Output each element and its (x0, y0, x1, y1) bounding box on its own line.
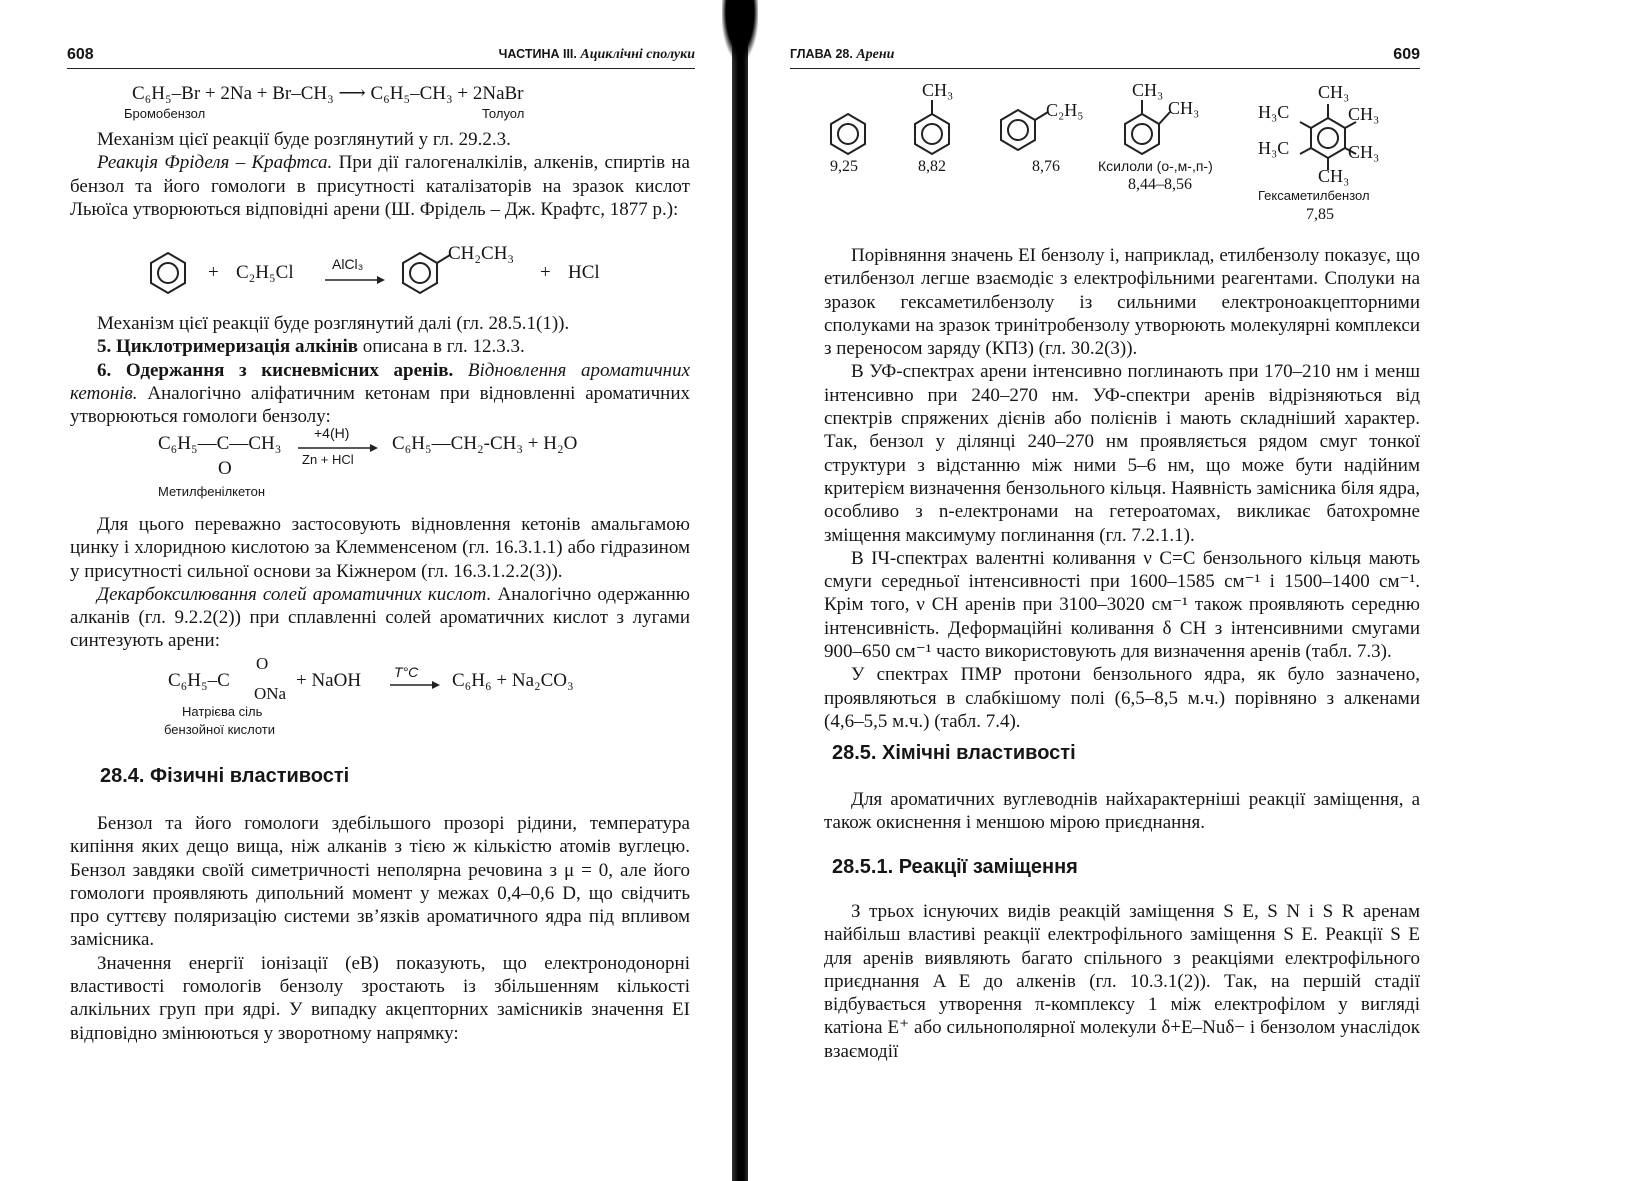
compound-label: Натрієва сіль (182, 704, 263, 719)
plus-sign: + (208, 262, 219, 283)
ionization-value: 8,76 (1032, 158, 1060, 175)
catalyst-label: AlCl₃ (332, 256, 364, 272)
equation-label: Бромобензол (124, 106, 206, 121)
text-block (824, 788, 1420, 835)
equation-label: Толуол (482, 106, 525, 121)
section-heading: 28.4. Фізичні властивості (100, 765, 350, 787)
substituent: H₃C (1258, 138, 1290, 158)
bold-run: 6. Одержання з кисневмісних аренів. (97, 359, 454, 381)
condition-under: Zn + HCl (302, 452, 354, 467)
page-number: 609 (1393, 46, 1420, 63)
reagent: + NaOH (296, 670, 362, 691)
paragraph: Порівняння значень ЕІ бензолу і, наприклад, етилбензолу показує, що етилбензол легше взаємодіє з електрофільними реагентами. Сполуки на зразок гексаметилбензолу із сильними електроноакцепторними сполуками на зразок тринітробензолу утворюють молекулярні комплекси з переносом заряду (КПЗ) (гл. 30.2(3)). (824, 245, 1420, 360)
substituent: CH₃ (1348, 142, 1380, 162)
text-block (70, 812, 690, 1045)
text-run: Аналогічно аліфатичним кетонам при відновленні ароматичних утворюються гомологи бензолу: (70, 382, 690, 428)
reagent: C₂H₅Cl (236, 262, 294, 283)
equation-wurtz-fittig: C₆H₅–Br + 2Na + Br–CH₃ ⟶ C₆H₅–CH₃ + 2NaBr (132, 83, 524, 104)
paragraph: У спектрах ПМР протони бензольного ядра, як було зазначено, проявляються в слабкішому полі (6,5–8,5 м.ч.) порівняно з алкенами (4,6–5,5 м.ч.) (табл. 7.4). (824, 664, 1420, 732)
product: HCl (568, 262, 600, 283)
reactant: C₆H₅—C—CH₃ (158, 433, 282, 454)
subsection-heading: 28.5.1. Реакції заміщення (832, 856, 1078, 878)
bold-run: 5. Циклотримеризація алкінів (97, 336, 358, 358)
left-page (0, 0, 780, 1181)
text-run: При дії галогеналкілів, алкенів, спиртів на бензол та його гомологи в присутності каталізаторів на зразок кислот Льюїса утворюються відповідні арени (Ш. Фрідель – Дж. Крафтс, 1877 р.): (70, 152, 690, 220)
paragraph (70, 359, 690, 429)
paragraph (70, 583, 690, 653)
compound-label: Ксилоли (о-,м-,п-) (1098, 158, 1213, 174)
ionization-value: 8,44–8,56 (1128, 176, 1192, 193)
page-number: 608 (67, 46, 94, 63)
substituent: CH₃ (1348, 104, 1380, 124)
substituent: CH₃ (1318, 166, 1350, 186)
paragraph: В ІЧ-спектрах валентні коливання ν C=C бензольного кільця мають смуги середньої інтенсивності при 1600–1585 см⁻¹ і 1500–1400 см⁻¹. Крім того, ν CH аренів при 3100–3020 см⁻¹ також проявляють середню інтенсивність. Деформаційні коливання δ CH з інтенсивними смугами 900–650 см⁻¹ часто використовують для визначення аренів (табл. 7.3). (824, 547, 1420, 663)
ionization-value: 8,82 (918, 158, 946, 175)
paragraph: Механізм цієї реакції буде розглянутий далі (гл. 28.5.1(1)). (97, 313, 570, 334)
paragraph (70, 151, 690, 221)
paragraph: Значення енергії іонізації (еВ) показують, що електронодонорні властивості гомологів бензолу зростають із збільшенням кількості алкільних груп при ядрі. У випадку акцепторних замісників значення ЕІ відповідно змінюються у зворотному напрямку: (70, 952, 690, 1044)
compound-label: Гексаметилбензол (1258, 188, 1370, 203)
paragraph: Механізм цієї реакції буде розглянутий у гл. 29.2.3. (97, 129, 511, 150)
product: C₆H₅—CH₂-CH₃ + H₂O (392, 433, 578, 454)
ionization-value: 7,85 (1306, 206, 1334, 223)
oxygen-atom: O (256, 654, 269, 673)
text-block (70, 312, 690, 428)
reactant: C₆H₅–C (168, 670, 230, 691)
running-head-right (790, 44, 1420, 69)
paragraph: Бензол та його гомологи здебільшого прозорі рідини, температура кипіння яких дещо вища, ніж алканів з тією ж кількістю атомів вуглецю. Бензол завдяки своїй симетричності неполярна речовина з μ = 0, але його гомологи проявляють дипольний момент у межах 0,4–0,6 D, що свідчить про суттєву поляризацію системи зв’язків ароматичного ядра під впливом замісника. (70, 813, 690, 951)
right-page (790, 0, 1651, 1181)
running-title-italic: Арени (856, 47, 895, 62)
running-title-part: ГЛАВА 28. (790, 47, 853, 61)
running-head-left (67, 44, 695, 69)
compound-label: Метилфенілкетон (158, 484, 266, 499)
text-run: описана в гл. 12.3.3. (357, 336, 525, 358)
ionization-value: 9,25 (830, 158, 858, 175)
substituent: CH₃ (1168, 98, 1200, 118)
running-title-part: ЧАСТИНА III. (498, 47, 577, 61)
italic-run: Відновлення ароматичних кетонів. (70, 359, 691, 404)
condition-label: T°C (394, 664, 419, 680)
book-spine-shadow (722, 0, 758, 60)
text-block (70, 128, 690, 221)
oxygen-atom: O (218, 458, 232, 479)
text-block (824, 244, 1420, 733)
reaction-arrow-icon (390, 679, 440, 691)
substituent: CH₃ (1318, 82, 1350, 102)
plus-sign: + (540, 262, 551, 283)
italic-run: Декарбоксилювання солей ароматичних кислот. (97, 583, 492, 605)
reaction-arrow-icon (325, 274, 385, 286)
paragraph: В УФ-спектрах арени інтенсивно поглинають при 170–210 нм і менш інтенсивно при 240–270 нм. УФ-спектри аренів відрізняються від спектрів спряжених дієнів або полієнів і мають складніший характер. Так, бензол у ділянці 240–270 нм проявляється рядом смуг тонкої структури з відстанню між ними 5–6 нм, що може бути надійним критерієм визначення бензольного кільця. Наявність замісника біля ядра, особливо з n-електронами на гетероатомах, викликає батохромне зміщення максимуму поглинання (гл. 7.2.1.1). (824, 361, 1420, 546)
benzene-ring-icon (148, 251, 188, 295)
paragraph: Для ароматичних вуглеводнів найхарактерніші реакції заміщення, а також окиснення і меншою мірою приєднання. (824, 789, 1420, 834)
running-title (790, 47, 894, 63)
section-heading: 28.5. Хімічні властивості (832, 742, 1076, 764)
substituent: C₂H₅ (1046, 100, 1084, 120)
paragraph: З трьох існуючих видів реакцій заміщення S E, S N і S R аренам найбільш властиві реакції електрофільного заміщення S E. Реакції S E для аренів виявляють багато спільного з реакціями електрофільного приєднання A E до алкенів (гл. 10.3.1(2)). Так, на першій стадії відбувається утворення π-комплексу 1 між електрофілом у вигляді катіона E⁺ або сильнополярної молекули δ+E–Nuδ− і бензолом унаслідок взаємодії (824, 901, 1420, 1062)
text-block (70, 513, 690, 653)
substituent: CH₃ (1132, 80, 1164, 100)
text-run: Аналогічно одержанню алканів (гл. 9.2.2(2)) при сплавленні солей ароматичних кислот з лугами синтезують арени: (70, 583, 690, 652)
paragraph (70, 335, 690, 358)
italic-run: Реакція Фріделя – Крафтса. (97, 152, 333, 174)
substituent: H₃C (1258, 102, 1290, 122)
text-block (824, 900, 1420, 1063)
toluene-ring-icon (912, 100, 952, 156)
compound-label: бензойної кислоти (164, 722, 275, 737)
product: C₆H₆ + Na₂CO₃ (452, 670, 574, 691)
running-title-italic: Ациклічні сполуки (580, 47, 695, 62)
condition-over: +4(H) (314, 425, 350, 441)
salt-group: ONa (254, 684, 287, 703)
paragraph: Для цього переважно застосовують відновлення кетонів амальгамою цинку і хлоридною кислотою за Клемменсеном (гл. 16.3.1.1) або гідразином у присутності сильної основи за Кіжнером (гл. 16.3.1.2.2(3)). (70, 514, 690, 582)
running-title (499, 47, 695, 63)
book-spine (732, 0, 748, 1181)
substituent: CH₂CH₃ (448, 243, 515, 264)
benzene-ring-icon (828, 112, 868, 156)
substituent: CH₃ (922, 80, 954, 100)
